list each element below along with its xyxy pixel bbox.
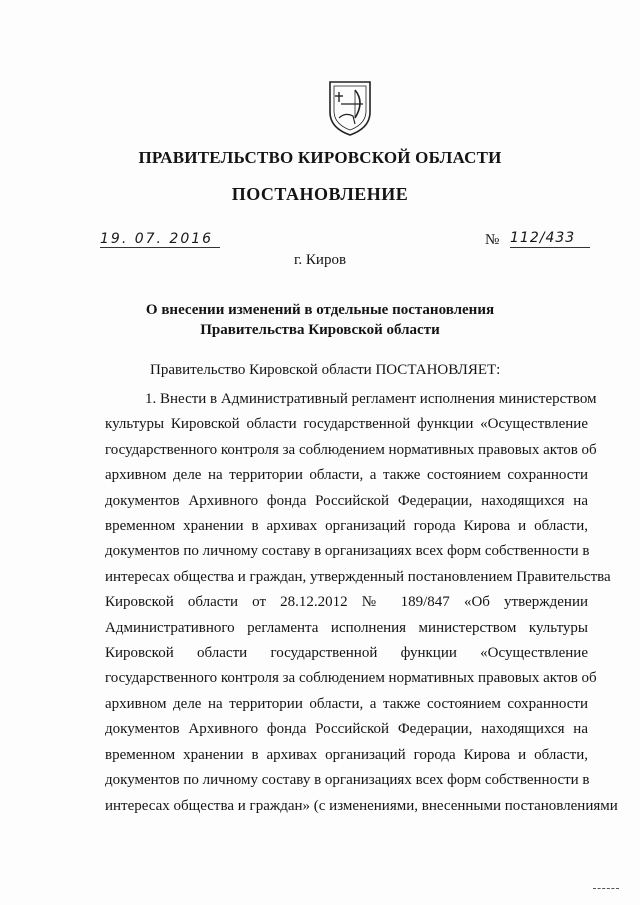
page-corner-mark [593, 887, 619, 889]
body-line: временном хранении в архивах организаций города Кирова и области, [105, 746, 588, 763]
document-date: 19. 07. 2016 [100, 231, 220, 248]
body-line: интересах общества и граждан» (с изменениями, внесенными постановлениями [105, 797, 618, 814]
body-line: интересах общества и граждан, утвержденный постановлением Правительства [105, 568, 611, 585]
body-line: культуры Кировской области государственной функции «Осуществление [105, 416, 588, 433]
body-line: документов Архивного фонда Российской Федерации, находящихся на [105, 492, 588, 509]
body-line: документов Архивного фонда Российской Федерации, находящихся на [105, 721, 588, 738]
number-sign: № [485, 232, 500, 248]
body-line: временном хранении в архивах организаций города Кирова и области, [105, 518, 588, 535]
body-line: документов по личному составу в организациях всех форм собственности в [105, 772, 590, 789]
body-line: Административного регламента исполнения министерством культуры [105, 619, 588, 636]
body-line: документов по личному составу в организациях всех форм собственности в [105, 543, 590, 560]
subject-line-1: О внесении изменений в отдельные постановления [145, 302, 495, 318]
number-value: 112/433 [510, 230, 590, 248]
document-type: ПОСТАНОВЛЕНИЕ [231, 184, 409, 204]
body-line: 1. Внести в Административный регламент исполнения министерством [145, 391, 597, 407]
body-line: Кировской области от 28.12.2012 № 189/847 «Об утверждении [105, 594, 588, 611]
government-name: ПРАВИТЕЛЬСТВО КИРОВСКОЙ ОБЛАСТИ [138, 148, 502, 167]
body-line: государственного контроля за соблюдением нормативных правовых актов об [105, 670, 597, 687]
preamble: Правительство Кировской области ПОСТАНОВЛЯЕТ: [150, 362, 501, 378]
city: г. Киров [293, 252, 347, 268]
body-line: государственного контроля за соблюдением нормативных правовых актов об [105, 441, 597, 458]
body-text [105, 387, 618, 819]
kirov-coat-of-arms-icon [325, 78, 375, 138]
body-line: архивном деле на территории области, а также состоянием сохранности [105, 695, 588, 712]
subject-line-2: Правительства Кировской области [200, 322, 440, 338]
body-line: Кировской области государственной функции «Осуществление [105, 645, 588, 662]
body-line: архивном деле на территории области, а также состоянием сохранности [105, 467, 588, 484]
document-subject [0, 300, 640, 340]
